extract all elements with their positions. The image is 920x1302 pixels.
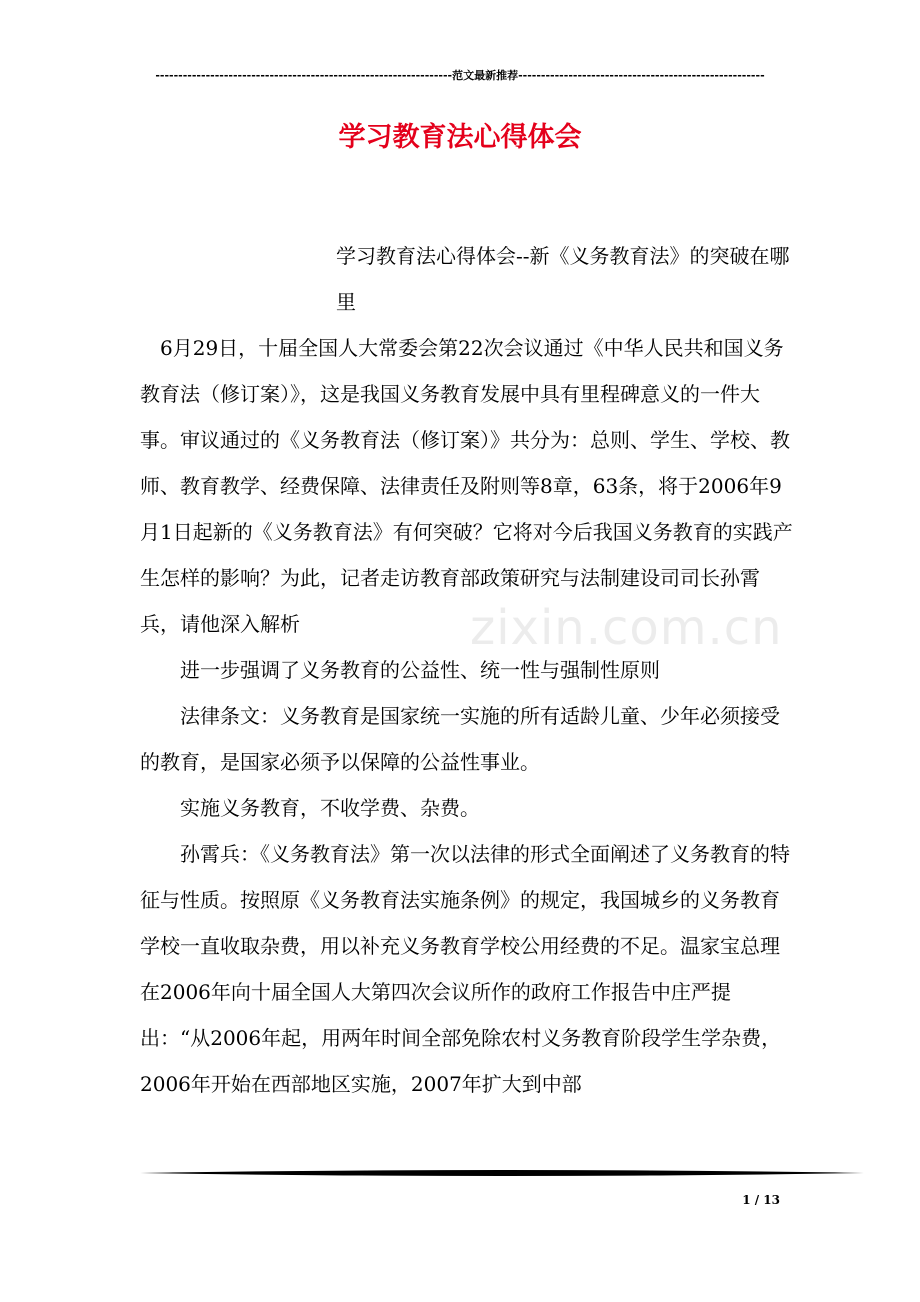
document-subtitle: 学习教育法心得体会--新《义务教育法》的突破在哪里 xyxy=(336,244,790,314)
paragraph: 法律条文：义务教育是国家统一实施的所有适龄儿童、少年必须接受的教育，是国家必须予以保障的公益性事业。 xyxy=(140,704,780,774)
paragraph: 进一步强调了义务教育的公益性、统一性与强制性原则 xyxy=(180,658,660,682)
paragraph: 实施义务教育，不收学费、杂费。 xyxy=(180,796,480,820)
document-body xyxy=(140,233,796,1107)
document-title: 学习教育法心得体会 xyxy=(338,122,582,153)
paragraph: 孙霄兵：《义务教育法》第一次以法律的形式全面阐述了义务教育的特征与性质。按照原《义务教育法实施条例》的规定，我国城乡的义务教育学校一直收取杂费，用以补充义务教育学校公用经费的不足。温家宝总理在2006年向十届全国人大第四次会议所作的政府工作报告中庄严提出：“从2006年起，用两年时间全部免除农村义务教育阶段学生学杂费，2006年开始在西部地区实施，2007年扩大到中部 xyxy=(140,842,790,1096)
watermark: zixin.com.cn xyxy=(470,600,783,656)
page-header: -----------------------------------------------------------------范文最新推荐------------------------------------------------------ xyxy=(155,69,765,82)
footer-divider xyxy=(140,1169,864,1177)
page-number: 1 / 13 xyxy=(742,1193,780,1207)
paragraph: 6月29日，十届全国人大常委会第22次会议通过《中华人民共和国义务教育法（修订案）》，这是我国义务教育发展中具有里程碑意义的一件大事。审议通过的《义务教育法（修订案）》共分为：总则、学生、学校、教师、教育教学、经费保障、法律责任及附则等8章，63条，将于2006年9月1日起新的《义务教育法》有何突破？它将对今后我国义务教育的实践产生怎样的影响？为此，记者走访教育部政策研究与法制建设司司长孙霄兵，请他深入解析 xyxy=(140,336,793,636)
